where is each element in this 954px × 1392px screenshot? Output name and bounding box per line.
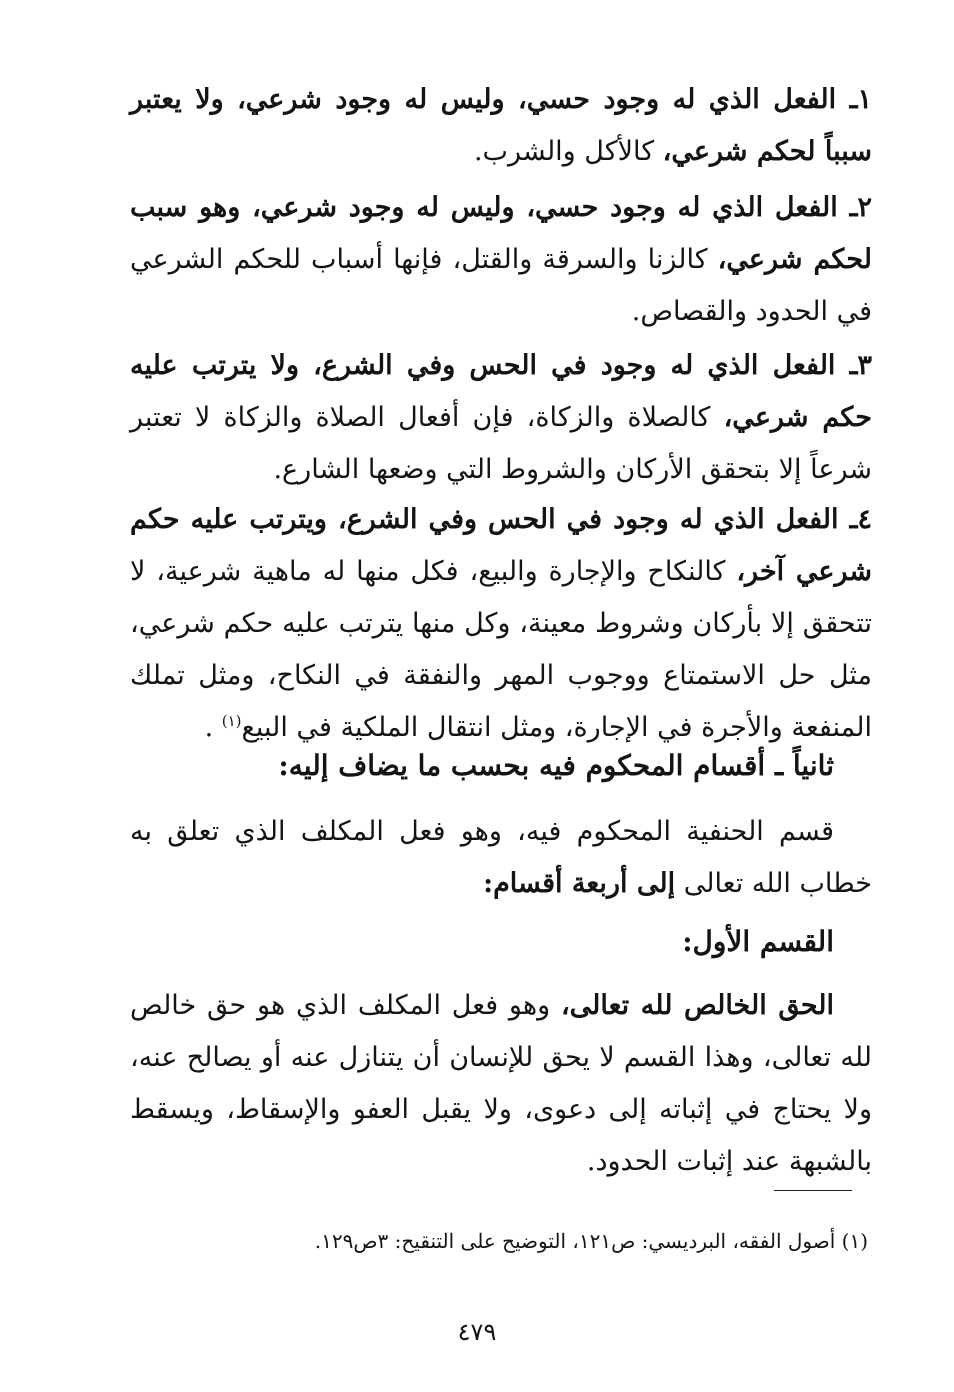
footnote: (١) أصول الفقه، البرديسي: ص١٢١، التوضيح على التنقيح: ٣ص١٢٩. bbox=[314, 1229, 868, 1253]
intro-paragraph bbox=[130, 806, 872, 910]
list-item-2-text: كالزنا والسرقة والقتل، فإنها أسباب للحكم الشرعي في الحدود والقصاص. bbox=[130, 244, 872, 327]
first-section-heading: القسم الأول: bbox=[682, 925, 834, 958]
list-item-4 bbox=[130, 494, 872, 754]
page-number: ٤٧٩ bbox=[457, 1318, 497, 1346]
footnote-reference: (١) bbox=[221, 712, 242, 730]
footnote-divider bbox=[774, 1190, 852, 1191]
list-item-2 bbox=[130, 182, 872, 338]
list-item-3-text: كالصلاة والزكاة، فإن أفعال الصلاة والزكاة لا تعتبر شرعاً إلا بتحقق الأركان والشروط التي وضعها الشارع. bbox=[130, 402, 872, 485]
list-item-2-title: ٢ـ الفعل الذي له وجود حسي، وليس له وجود شرعي، وهو سبب لحكم شرعي، bbox=[130, 192, 872, 275]
list-item-4-text: كالنكاح والإجارة والبيع، فكل منها له ماهية شرعية، لا تتحقق إلا بأركان وشروط معينة، وكل منها يترتب عليه حكم شرعي، مثل حل الاستمتاع ووجوب المهر والنفقة في النكاح، ومثل تملك المنفعة والأجرة في الإجارة، ومثل انتقال الملكية في البيع bbox=[130, 556, 873, 743]
list-item-3 bbox=[130, 340, 872, 496]
intro-bold-text: إلى أربعة أقسام: bbox=[483, 868, 676, 899]
list-item-3-title: ٣ـ الفعل الذي له وجود في الحس وفي الشرع، ولا يترتب عليه حكم شرعي، bbox=[130, 350, 872, 433]
section-heading: ثانياً ـ أقسام المحكوم فيه بحسب ما يضاف إليه: bbox=[278, 749, 834, 782]
list-item-1 bbox=[130, 74, 872, 178]
list-item-1-title: ١ـ الفعل الذي له وجود حسي، وليس له وجود شرعي، ولا يعتبر سبباً لحكم شرعي، bbox=[130, 84, 872, 167]
list-item-4-title: ٤ـ الفعل الذي له وجود في الحس وفي الشرع، ويترتب عليه حكم شرعي آخر، bbox=[130, 504, 872, 587]
list-item-4-tail: . bbox=[204, 712, 222, 743]
first-section-title: الحق الخالص لله تعالى، bbox=[560, 990, 834, 1021]
first-section-paragraph bbox=[130, 980, 872, 1188]
first-section-text: وهو فعل المكلف الذي هو حق خالص لله تعالى، وهذا القسم لا يحق للإنسان أن يتنازل عنه أو يصالح عنه، ولا يحتاج في إثباته إلى دعوى، ولا يقبل العفو والإسقاط، ويسقط بالشبهة عند إثبات الحدود. bbox=[130, 990, 872, 1177]
list-item-1-text: كالأكل والشرب. bbox=[473, 136, 663, 167]
intro-text: قسم الحنفية المحكوم فيه، وهو فعل المكلف الذي تعلق به خطاب الله تعالى bbox=[130, 816, 872, 899]
